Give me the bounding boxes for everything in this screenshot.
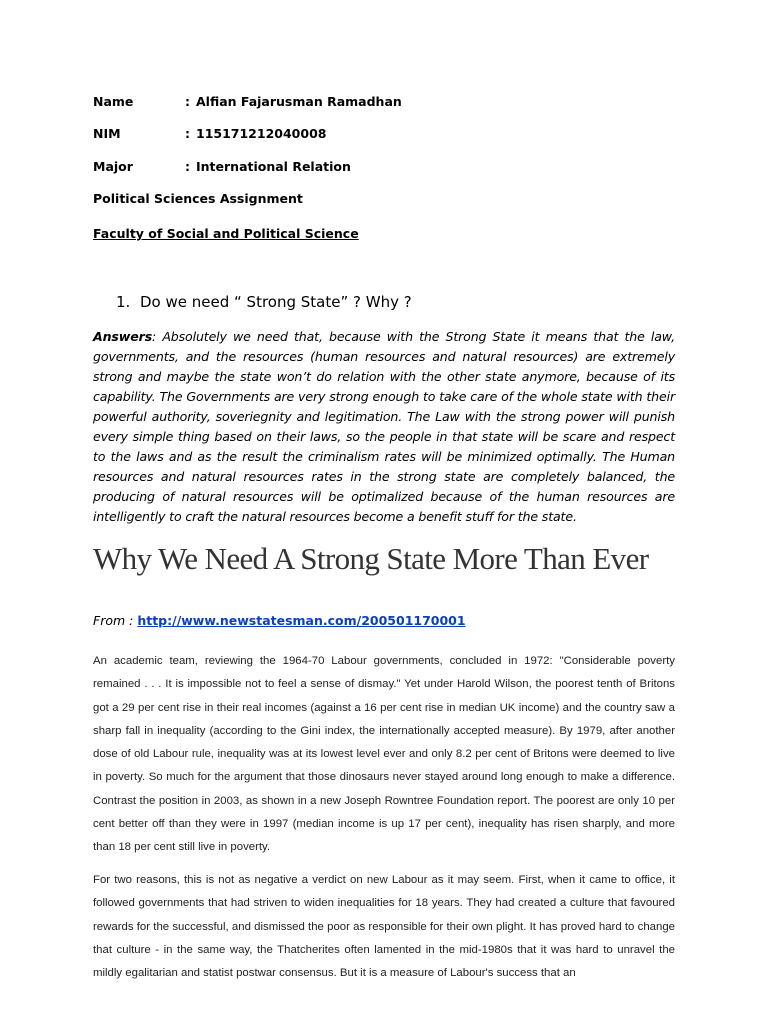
- major-colon: :: [185, 159, 190, 174]
- question-text: Do we need “ Strong State” ? Why ?: [140, 293, 412, 311]
- major-field: [93, 159, 351, 174]
- name-colon: :: [185, 94, 190, 109]
- name-field: [93, 94, 402, 109]
- article-paragraph: An academic team, reviewing the 1964-70 Labour governments, concluded in 1972: "Considerable poverty remained . . . It is impossible not to feel a sense of dismay." Yet under Harold Wilson, the poorest tenth of Britons got a 29 per cent rise in their real incomes (against a 16 per cent rise in median UK income) and the country saw a sharp fall in inequality (according to the Gini index, the internationally accepted measure). By 1979, after another dose of old Labour rule, inequality was at its lowest level ever and only 8.2 per cent of Britons were deemed to live in poverty. So much for the argument that those dinosaurs never stayed around long enough to make a difference. Contrast the position in 2003, as shown in a new Joseph Rowntree Foundation report. The poorest are only 10 per cent better off than they were in 1997 (median income is up 17 per cent), inequality has risen sharply, and more than 18 per cent still live in poverty.: [93, 655, 675, 854]
- article-title: Why We Need A Strong State More Than Ever: [93, 541, 649, 576]
- assignment-line: Political Sciences Assignment: [93, 191, 303, 206]
- answer-label: Answers: [93, 329, 153, 344]
- answer-paragraph: [93, 327, 675, 527]
- answer-text: : Absolutely we need that, because with the Strong State it means that the law, governments, and the resources (human resources and natural resources) are extremely strong and maybe the state won’t do relation with the other state anymore, because of its capability. The Governments are very strong enough to take care of the whole state with their powerful authority, soveriegnity and legitimation. The Law with the strong power will punish every simple thing based on their laws, so the people in that state will be scare and respect to the laws and as the result the criminalism rates will be minimized optimally. The Human resources and natural resources rates in the strong state are completely balanced, the producing of natural resources will be optimalized because of the human resources are intelligently to craft the natural resources become a benefit stuff for the state.: [93, 329, 675, 524]
- question-heading: [116, 293, 412, 311]
- nim-value: 115171212040008: [196, 126, 327, 141]
- nim-field: [93, 126, 326, 141]
- major-value: International Relation: [196, 159, 351, 174]
- faculty-line: Faculty of Social and Political Science: [93, 226, 359, 241]
- article-paragraph: For two reasons, this is not as negative a verdict on new Labour as it may seem. First, when it came to office, it followed governments that had striven to widen inequalities for 18 years. They had created a culture that favoured rewards for the successful, and dismissed the poor as responsible for their own plight. It has proved hard to change that culture - in the same way, the Thatcherites often lamented in the mid-1980s that it was hard to unravel the mildly egalitarian and statist postwar consensus. But it is a measure of Labour's success that an: [93, 874, 675, 980]
- source-label: From :: [93, 613, 134, 628]
- nim-colon: :: [185, 126, 190, 141]
- name-label: Name: [93, 94, 134, 109]
- name-value: Alfian Fajarusman Ramadhan: [196, 94, 402, 109]
- major-label: Major: [93, 159, 133, 174]
- source-line: [93, 613, 466, 628]
- question-number: 1.: [116, 293, 131, 311]
- nim-label: NIM: [93, 126, 121, 141]
- source-link[interactable]: http://www.newstatesman.com/200501170001: [137, 613, 466, 628]
